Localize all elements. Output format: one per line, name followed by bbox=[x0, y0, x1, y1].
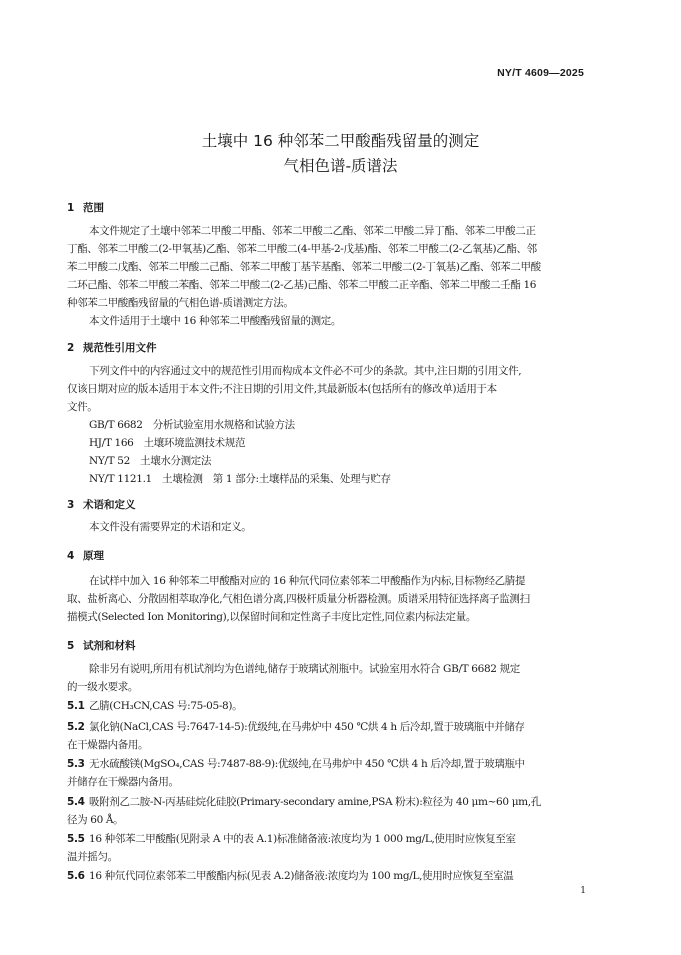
section-number: 4 bbox=[67, 550, 75, 562]
text-line: 种邻苯二甲酸酯残留量的气相色谱-质谱测定方法。 bbox=[67, 297, 294, 309]
text-line: 取、盐析离心、分散固相萃取净化,气相色谱分离,四极杆质量分析器检测。质谱采用特征选择离子监测扫 bbox=[67, 593, 530, 605]
section-4-heading bbox=[67, 548, 590, 563]
section-title: 原理 bbox=[83, 550, 104, 562]
clause-number: 5.5 bbox=[67, 833, 85, 845]
reference-item: NY/T 52 土壤水分测定法 bbox=[89, 455, 212, 467]
text-line: 温并摇匀。 bbox=[67, 851, 118, 863]
clause-text: 无水硫酸镁(MgSO₄,CAS 号:7487-88-9):优级纯,在马弗炉中 450 ℃烘 4 h 后冷却,置于玻璃瓶中 bbox=[89, 758, 525, 770]
clause-5-1 bbox=[67, 697, 590, 715]
reference-item: GB/T 6682 分析试验室用水规格和试验方法 bbox=[89, 419, 295, 431]
clause-5-6 bbox=[67, 867, 590, 885]
text-line: 本文件规定了土壤中邻苯二甲酸二甲酯、邻苯二甲酸二乙酯、邻苯二甲酸二异丁酯、邻苯二甲酸二正 bbox=[89, 225, 536, 237]
reference-item: HJ/T 166 土壤环境监测技术规范 bbox=[89, 437, 246, 449]
section-number: 2 bbox=[67, 342, 75, 354]
document-subtitle: 气相色谱-质谱法 bbox=[283, 157, 398, 175]
section-title: 规范性引用文件 bbox=[83, 342, 157, 354]
section-4-paragraph-1 bbox=[67, 572, 590, 626]
text-line: 丁酯、邻苯二甲酸二(2-甲氧基)乙酯、邻苯二甲酸二(4-甲基-2-戊基)酯、邻苯二甲酸二(2-乙氧基)乙酯、邻 bbox=[67, 243, 537, 255]
clause-text: 吸附剂乙二胺-N-丙基硅烷化硅胶(Primary-secondary amine,PSA 粉末):粒径为 40 μm~60 μm,孔 bbox=[89, 796, 541, 808]
section-title: 术语和定义 bbox=[83, 499, 136, 511]
text-line: 并储存在干燥器内备用。 bbox=[67, 776, 179, 788]
section-1-paragraph-1 bbox=[67, 222, 590, 312]
standard-code: NY/T 4609—2025 bbox=[497, 67, 584, 79]
text-line: 描模式(Selected Ion Monitoring),以保留时间和定性离子丰度比定性,同位素内标法定量。 bbox=[67, 611, 476, 623]
section-number: 1 bbox=[67, 202, 75, 214]
section-3-paragraph-1 bbox=[67, 518, 590, 536]
text-line: 仅该日期对应的版本适用于本文件;不注日期的引用文件,其最新版本(包括所有的修改单)适用于本 bbox=[67, 383, 497, 395]
section-1-paragraph-2 bbox=[67, 312, 590, 330]
section-2-paragraph-1 bbox=[67, 362, 590, 416]
text-line: 除非另有说明,所用有机试剂均为色谱纯,储存于玻璃试剂瓶中。试验室用水符合 GB/T 6682 规定 bbox=[89, 663, 520, 675]
text-line: 在试样中加入 16 种邻苯二甲酸酯对应的 16 种氘代同位素邻苯二甲酸酯作为内标,目标物经乙腈提 bbox=[89, 575, 526, 587]
section-1-heading bbox=[67, 200, 590, 215]
clause-text: 16 种氘代同位素邻苯二甲酸酯内标(见表 A.2)储备液:浓度均为 100 mg/L,使用时应恢复至室温 bbox=[89, 870, 514, 882]
clause-number: 5.4 bbox=[67, 796, 85, 808]
reference-item: NY/T 1121.1 土壤检测 第 1 部分:土壤样品的采集、处理与贮存 bbox=[89, 473, 391, 485]
clause-text: 16 种邻苯二甲酸酯(见附录 A 中的表 A.1)标准储备液:浓度均为 1 000 mg/L,使用时应恢复至室 bbox=[89, 833, 516, 845]
section-number: 3 bbox=[67, 499, 75, 511]
section-number: 5 bbox=[67, 640, 75, 652]
text-line: 径为 60 Å。 bbox=[67, 814, 124, 826]
section-title: 范围 bbox=[83, 202, 104, 214]
section-2-heading bbox=[67, 340, 590, 355]
section-5-paragraph-1 bbox=[67, 660, 590, 696]
text-line: 二环己酯、邻苯二甲酸二苯酯、邻苯二甲酸二(2-乙基)己酯、邻苯二甲酸二正辛酯、邻苯二甲酸二壬酯 16 bbox=[67, 279, 537, 291]
clause-5-2 bbox=[67, 718, 590, 754]
normative-references-list bbox=[67, 416, 590, 488]
text-line: 苯二甲酸二戊酯、邻苯二甲酸二己酯、邻苯二甲酸丁基苄基酯、邻苯二甲酸二(2-丁氧基)乙酯、邻苯二甲酸 bbox=[67, 261, 541, 273]
section-5-heading bbox=[67, 638, 590, 653]
clause-number: 5.2 bbox=[67, 721, 85, 733]
section-3-heading bbox=[67, 497, 590, 512]
clause-5-4 bbox=[67, 793, 590, 829]
page-number: 1 bbox=[580, 886, 586, 896]
clause-text: 乙腈(CH₃CN,CAS 号:75-05-8)。 bbox=[89, 700, 243, 712]
text-line: 下列文件中的内容通过文中的规范性引用而构成本文件必不可少的条款。其中,注日期的引用文件, bbox=[89, 365, 522, 377]
clause-number: 5.3 bbox=[67, 758, 85, 770]
clause-5-5 bbox=[67, 830, 590, 866]
text-line: 的一级水要求。 bbox=[67, 681, 139, 693]
text-line: 在干燥器内备用。 bbox=[67, 739, 149, 751]
clause-text: 氯化钠(NaCl,CAS 号:7647-14-5):优级纯,在马弗炉中 450 ℃烘 4 h 后冷却,置于玻璃瓶中并储存 bbox=[89, 721, 525, 733]
section-title: 试剂和材料 bbox=[83, 640, 136, 652]
clause-number: 5.1 bbox=[67, 700, 85, 712]
clause-5-3 bbox=[67, 755, 590, 791]
text-line: 本文件适用于土壤中 16 种邻苯二甲酸酯残留量的测定。 bbox=[89, 315, 342, 327]
document-title: 土壤中 16 种邻苯二甲酸酯残留量的测定 bbox=[201, 132, 480, 150]
text-line: 文件。 bbox=[67, 401, 98, 413]
clause-number: 5.6 bbox=[67, 870, 85, 882]
text-line: 本文件没有需要界定的术语和定义。 bbox=[89, 521, 252, 533]
